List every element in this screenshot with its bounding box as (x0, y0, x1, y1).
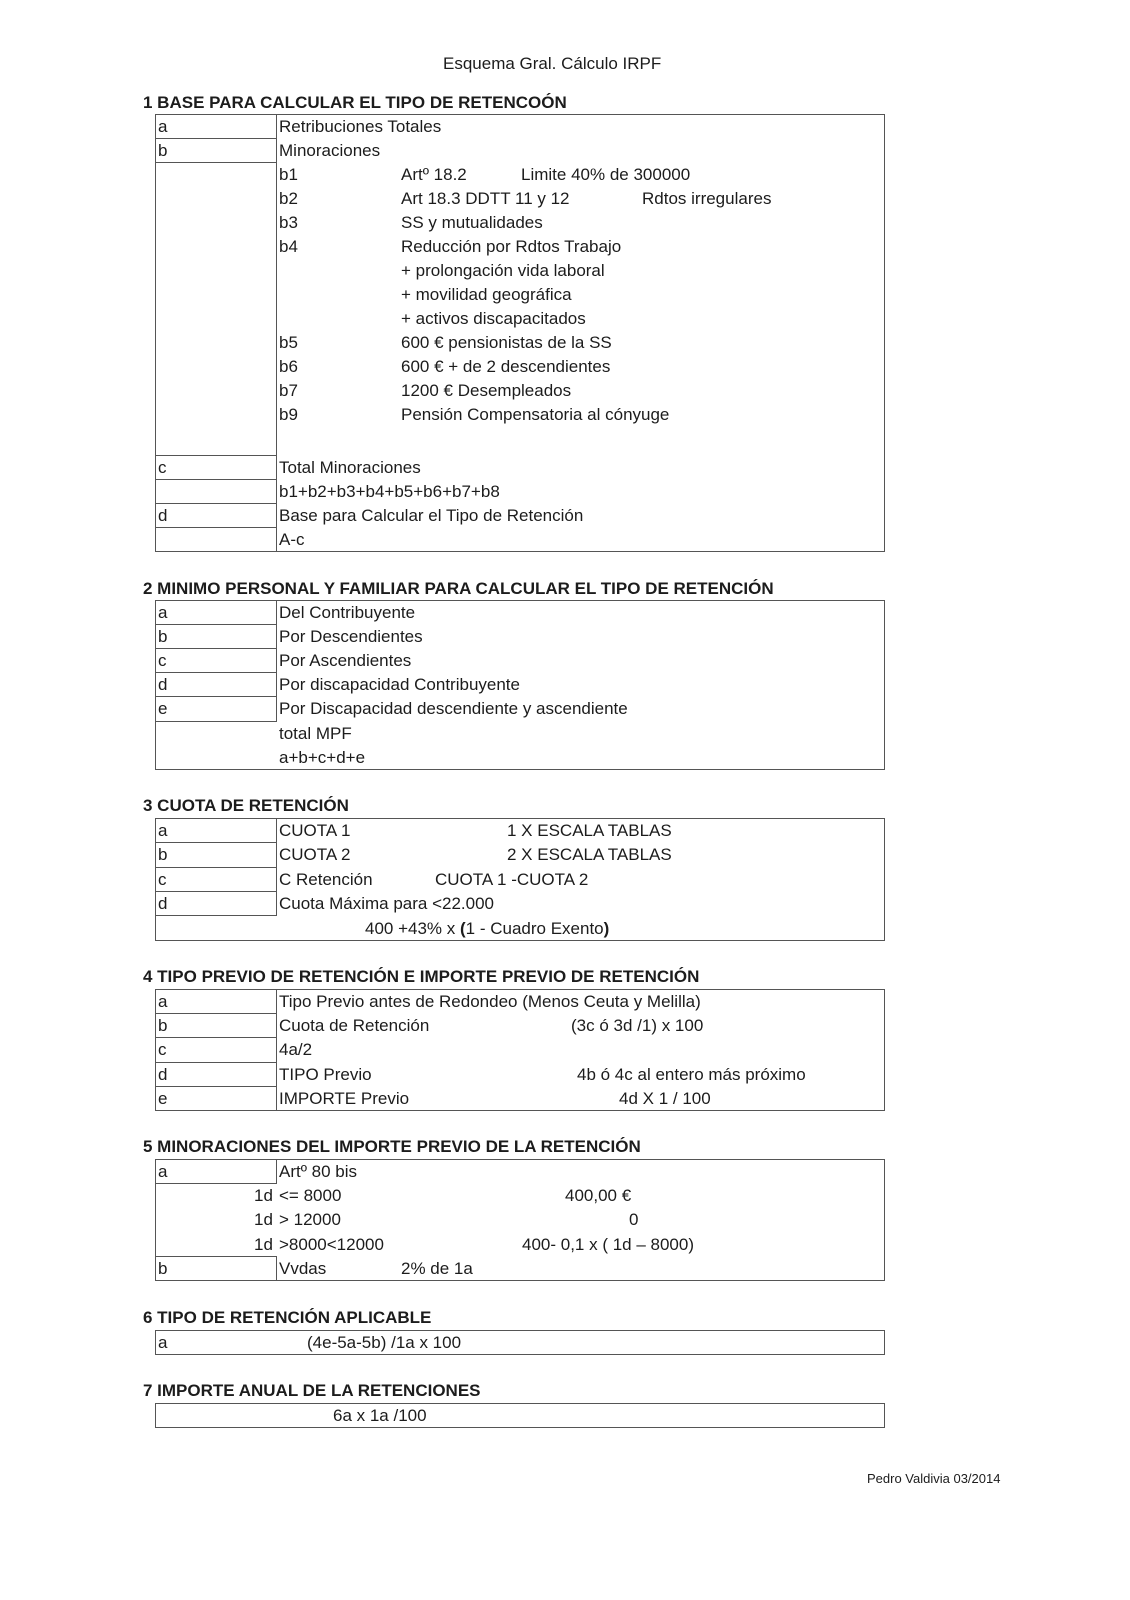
b1-extra: Limite 40% de 300000 (521, 165, 691, 184)
r3-condition: >8000<12000 (279, 1235, 384, 1254)
b6-desc: 600 € + de 2 descendientes (401, 357, 611, 376)
b9-desc: Pensión Compensatoria al cónyuge (401, 405, 670, 424)
tipo-aplicable-formula: (4e-5a-5b) /1a x 100 (307, 1333, 462, 1352)
cuota-2: CUOTA 2 (279, 845, 351, 864)
r2-label: 1d (254, 1210, 273, 1229)
b2-desc: Art 18.3 DDTT 11 y 12 (401, 189, 570, 208)
row-label-d: d (158, 506, 168, 525)
r2-condition: > 12000 (279, 1210, 341, 1229)
art-80-bis: Artº 80 bis (279, 1162, 358, 1181)
b5-desc: 600 € pensionistas de la SS (401, 333, 612, 352)
4a-half: 4a/2 (279, 1040, 313, 1059)
b4-label: b4 (279, 237, 298, 256)
document-title: Esquema Gral. Cálculo IRPF (443, 54, 662, 73)
por-ascendientes: Por Ascendientes (279, 651, 412, 670)
b4-line-2: + prolongación vida laboral (401, 261, 605, 280)
base-tipo-retencion: Base para Calcular el Tipo de Retención (279, 506, 584, 525)
row-label-d: d (158, 894, 168, 913)
row-label-b: b (158, 845, 168, 864)
por-descendientes: Por Descendientes (279, 627, 423, 646)
row-label-a: a (158, 1333, 168, 1352)
minoraciones: Minoraciones (279, 141, 381, 160)
importe-previo: IMPORTE Previo (279, 1089, 410, 1108)
c-retencion-extra: CUOTA 1 -CUOTA 2 (435, 870, 589, 889)
row-label-e: e (158, 699, 168, 718)
cuota-de-retencion: Cuota de Retención (279, 1016, 430, 1035)
cuota-2-extra: 2 X ESCALA TABLAS (507, 845, 672, 864)
row-label-a: a (158, 821, 168, 840)
cuota-1: CUOTA 1 (279, 821, 351, 840)
discapacidad-contribuyente: Por discapacidad Contribuyente (279, 675, 520, 694)
row-label-c: c (158, 458, 167, 477)
row-label-c: c (158, 651, 167, 670)
b7-desc: 1200 € Desempleados (401, 381, 572, 400)
row-label-a: a (158, 992, 168, 1011)
tipo-previo-rule: 4b ó 4c al entero más próximo (577, 1065, 806, 1084)
b3-label: b3 (279, 213, 298, 232)
b4-desc: Reducción por Rdtos Trabajo (401, 237, 622, 256)
b4-line-4: + activos discapacitados (401, 309, 586, 328)
row-label-b: b (158, 1016, 168, 1035)
tipo-previo: TIPO Previo (279, 1065, 372, 1084)
row-label-e: e (158, 1089, 168, 1108)
row-label-a: a (158, 117, 168, 136)
r3-label: 1d (254, 1235, 273, 1254)
b4-line-3: + movilidad geográfica (401, 285, 572, 304)
cuota-de-retencion-formula: (3c ó 3d /1) x 100 (571, 1016, 704, 1035)
del-contribuyente: Del Contribuyente (279, 603, 416, 622)
section-7-heading: 7 IMPORTE ANUAL DE LA RETENCIONES (143, 1381, 481, 1400)
b1-label: b1 (279, 165, 298, 184)
row-label-b: b (158, 141, 168, 160)
cuota-1-extra: 1 X ESCALA TABLAS (507, 821, 672, 840)
discapacidad-desc-asc: Por Discapacidad descendiente y ascendiente (279, 699, 628, 718)
total-minoraciones-formula: b1+b2+b3+b4+b5+b6+b7+b8 (279, 482, 500, 501)
cuota-maxima: Cuota Máxima para <22.000 (279, 894, 494, 913)
tipo-previo-antes-redondeo: Tipo Previo antes de Redondeo (Menos Ceuta y Melilla) (279, 992, 701, 1011)
section-1-heading: 1 BASE PARA CALCULAR EL TIPO DE RETENCOÓN (143, 93, 567, 112)
row-label-b: b (158, 1259, 168, 1278)
section-4-heading: 4 TIPO PREVIO DE RETENCIÓN E IMPORTE PREVIO DE RETENCIÓN (143, 967, 700, 986)
b5-label: b5 (279, 333, 298, 352)
b7-label: b7 (279, 381, 298, 400)
row-label-a: a (158, 603, 168, 622)
b3-desc: SS y mutualidades (401, 213, 543, 232)
row-label-d: d (158, 1065, 168, 1084)
r1-condition: <= 8000 (279, 1186, 342, 1205)
row-label-c: c (158, 870, 167, 889)
row-label-c: c (158, 1040, 167, 1059)
r3-value: 400- 0,1 x ( 1d – 8000) (522, 1235, 695, 1254)
base-formula: A-c (279, 530, 305, 549)
total-mpf: total MPF (279, 724, 352, 743)
row-label-a: a (158, 1162, 168, 1181)
b2-label: b2 (279, 189, 298, 208)
vvdas: Vvdas (279, 1259, 327, 1278)
section-5-heading: 5 MINORACIONES DEL IMPORTE PREVIO DE LA RETENCIÓN (143, 1137, 641, 1156)
b2-extra: Rdtos irregulares (642, 189, 772, 208)
r1-label: 1d (254, 1186, 273, 1205)
section-3-heading: 3 CUOTA DE RETENCIÓN (143, 796, 349, 815)
total-mpf-formula: a+b+c+d+e (279, 748, 366, 767)
c-retencion: C Retención (279, 870, 373, 889)
r2-value: 0 (629, 1210, 639, 1229)
row-label-d: d (158, 675, 168, 694)
footer-author-date: Pedro Valdivia 03/2014 (867, 1471, 1001, 1486)
total-minoraciones: Total Minoraciones (279, 458, 421, 477)
importe-previo-formula: 4d X 1 / 100 (619, 1089, 711, 1108)
section-2-heading: 2 MINIMO PERSONAL Y FAMILIAR PARA CALCULAR EL TIPO DE RETENCIÓN (143, 579, 774, 598)
b9-label: b9 (279, 405, 298, 424)
section-6-heading: 6 TIPO DE RETENCIÓN APLICABLE (143, 1308, 432, 1327)
row-label-b: b (158, 627, 168, 646)
retribuciones-totales: Retribuciones Totales (279, 117, 442, 136)
b1-desc: Artº 18.2 (401, 165, 467, 184)
importe-anual-formula: 6a x 1a /100 (333, 1406, 427, 1425)
b6-label: b6 (279, 357, 298, 376)
vvdas-rule: 2% de 1a (401, 1259, 473, 1278)
cuota-maxima-formula: 400 +43% x (1 - Cuadro Exento) (365, 919, 610, 938)
r1-value: 400,00 € (565, 1186, 632, 1205)
